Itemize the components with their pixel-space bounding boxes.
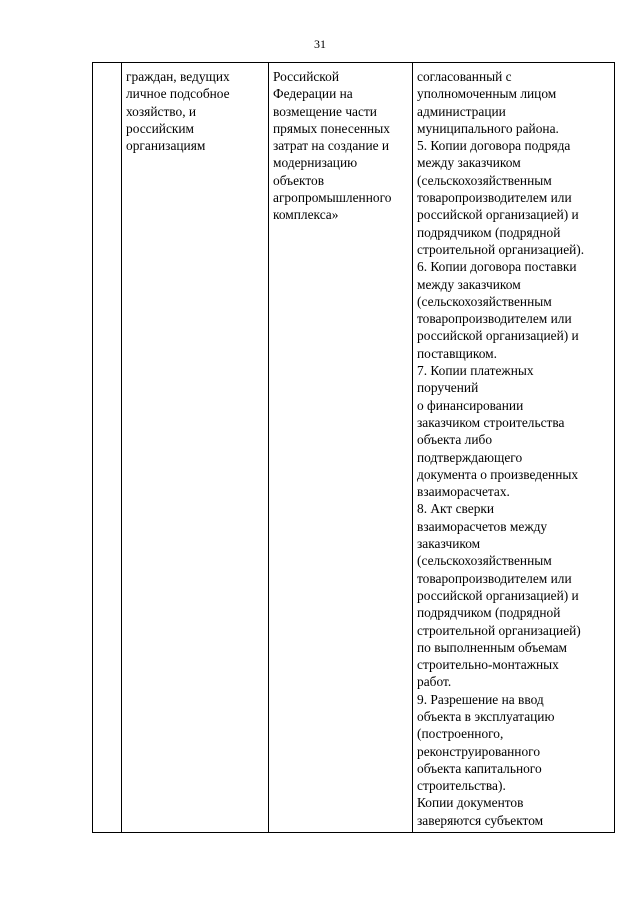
cell-text-line: Российской (273, 69, 339, 84)
cell-text-line: 8. Акт сверки (417, 501, 495, 517)
cell-text-line: затрат на создание и (273, 138, 390, 154)
cell-text-line: личное подсобное (126, 86, 230, 102)
cell-text-line: муниципального района. (417, 120, 559, 136)
cell-text-line: российским (126, 120, 195, 136)
cell-text-line: работ. (417, 674, 452, 690)
cell-text-line: объектов (273, 172, 325, 188)
cell-text-line: поручений (417, 380, 479, 396)
cell-text-line: организациям (126, 138, 206, 154)
table-cell-number (93, 63, 122, 833)
table-cell-recipients (122, 63, 269, 833)
cell-text-line: граждан, ведущих (126, 69, 230, 84)
cell-text-line: заверяются субъектом (417, 812, 544, 828)
cell-text-line: подтверждающего (417, 449, 523, 465)
cell-text-line: товаропроизводителем или (417, 311, 572, 327)
document-table (92, 62, 615, 833)
cell-text-line: прямых понесенных (273, 120, 390, 136)
cell-text-line: российской организацией) и (417, 587, 579, 603)
cell-text-line: заказчиком (417, 536, 481, 552)
cell-text-line: Копии документов (417, 795, 524, 811)
table-cell-program (269, 63, 413, 833)
cell-text-line: объекта в эксплуатацию (417, 708, 555, 724)
cell-text-line: агропромышленного (273, 190, 392, 206)
cell-text-line: 7. Копии платежных (417, 363, 534, 379)
table-cell-documents (413, 63, 615, 833)
cell-text-line: комплекса» (273, 207, 339, 223)
cell-text-line: уполномоченным лицом (417, 86, 557, 102)
cell-text-line: Федерации на (273, 86, 353, 102)
cell-text-line: товаропроизводителем или (417, 570, 572, 586)
cell-text-line: заказчиком строительства (417, 414, 565, 430)
cell-text-line: строительной организацией). (417, 241, 585, 257)
cell-text-line: документа о произведенных (417, 466, 579, 482)
cell-text-line: по выполненным объемам (417, 639, 567, 655)
cell-text-line: администрации (417, 103, 506, 119)
cell-text-line: 9. Разрешение на ввод (417, 691, 544, 707)
cell-text-line: между заказчиком (417, 155, 521, 171)
cell-text-line: объекта капитального (417, 760, 542, 776)
cell-text-line: модернизацию (273, 155, 358, 171)
cell-text-line: взаиморасчетов между (417, 518, 548, 534)
cell-text-line: объекта либо (417, 432, 493, 448)
cell-text-line: (сельскохозяйственным (417, 172, 552, 188)
cell-text-line: возмещение части (273, 103, 377, 119)
cell-text-line: о финансировании (417, 397, 524, 413)
cell-text-line: строительства). (417, 778, 506, 794)
cell-text-line: российской организацией) и (417, 328, 579, 344)
cell-text-line: согласованный с (417, 69, 512, 84)
cell-text-line: (построенного, (417, 726, 504, 742)
cell-text-line: взаиморасчетах. (417, 484, 510, 500)
cell-text-line: строительной организацией) (417, 622, 581, 638)
cell-text-line: подрядчиком (подрядной (417, 224, 561, 240)
cell-text-line: поставщиком. (417, 345, 497, 361)
table-row (93, 63, 615, 833)
cell-text-line: (сельскохозяйственным (417, 293, 552, 309)
cell-text-line: товаропроизводителем или (417, 190, 572, 206)
cell-text-line: хозяйство, и (126, 103, 197, 119)
cell-text-line: строительно-монтажных (417, 657, 559, 673)
page-number: 31 (314, 37, 326, 51)
cell-text-line: реконструированного (417, 743, 541, 759)
cell-text-line: подрядчиком (подрядной (417, 605, 561, 621)
cell-text-line: 6. Копии договора поставки (417, 259, 577, 275)
cell-text-line: российской организацией) и (417, 207, 579, 223)
cell-text-line: между заказчиком (417, 276, 521, 292)
cell-text-line: (сельскохозяйственным (417, 553, 552, 569)
cell-text-line: 5. Копии договора подряда (417, 138, 571, 154)
